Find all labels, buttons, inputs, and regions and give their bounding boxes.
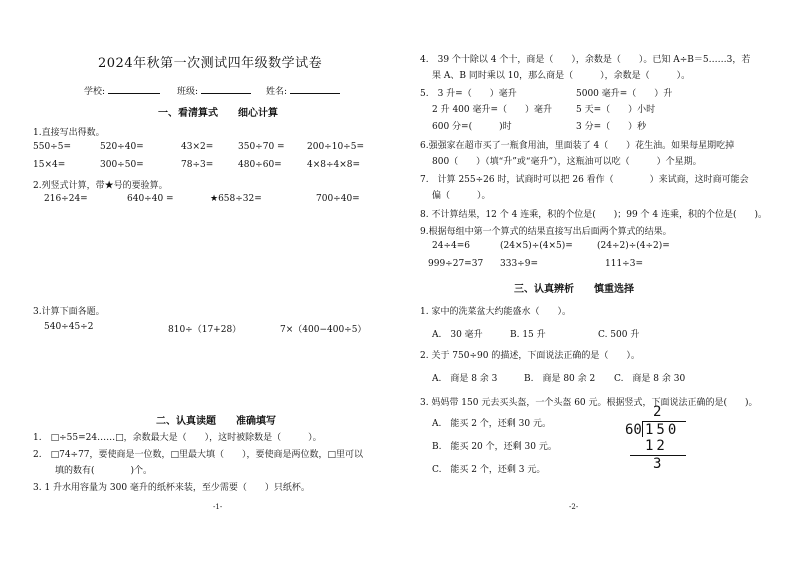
long-division-figure — [625, 406, 695, 472]
section-3-heading: 三、认真辨析 慎重选择 — [514, 284, 634, 295]
q3-item: 7×（400−400÷5） — [280, 325, 367, 335]
q2-item: 216÷24= — [44, 194, 88, 204]
fill-question-9: 9.根据每组中第一个算式的结果直接写出后面两个算式的结果。 — [420, 227, 672, 237]
fill-question-5-item: 2 升 400 毫升=（ ）毫升 — [432, 105, 553, 115]
fill-question-4: 4. 39 个十除以 4 个十，商是（ ），余数是（ ）。已知 A÷B＝5……3，若 — [420, 55, 751, 65]
name-blank[interactable] — [290, 85, 340, 94]
fill-question-2: 2. □74÷77，要使商是一位数，□里最大填（ ），要使商是两位数，□里可以 — [33, 450, 364, 460]
fill-question-5-item: 5000 毫升=（ ）升 — [576, 89, 673, 99]
q1-title: 1.直接写出得数。 — [33, 128, 105, 138]
name-field — [266, 84, 340, 97]
choice-option[interactable]: B. 15 升 — [510, 330, 546, 340]
choice-option[interactable]: A. 能买 2 个，还剩 30 元。 — [432, 419, 551, 429]
q2-item: 700÷40= — [316, 194, 360, 204]
q9-item: 111÷3= — [605, 259, 643, 269]
choice-question-3: 3. 妈妈带 150 元去买头盔，一个头盔 60 元。根据竖式，下面说法正确的是( )。 — [420, 398, 758, 408]
page-number: -2- — [569, 503, 579, 511]
exam-title: 2024年秋第一次测试四年级数学试卷 — [98, 56, 323, 71]
page-number: -1- — [213, 503, 223, 511]
q1-item: 520÷40= — [100, 142, 144, 152]
q9-item: 24÷4=6 — [432, 241, 470, 251]
q9-item: 333÷9= — [500, 259, 538, 269]
choice-question-2: 2. 关于 750÷90 的描述，下面说法正确的是（ ）。 — [420, 351, 640, 361]
section-2-heading: 二、认真读题 准确填写 — [156, 416, 276, 427]
choice-option[interactable]: C. 能买 2 个，还剩 3 元。 — [432, 465, 546, 475]
choice-option[interactable]: A. 商是 8 余 3 — [432, 374, 498, 384]
division-bracket — [642, 421, 643, 437]
q1-item: 550÷5= — [33, 142, 71, 152]
school-label: 学校: — [84, 87, 106, 97]
q1-item: 15×4= — [33, 160, 66, 170]
q9-item: (24×5)÷(4×5)= — [500, 241, 573, 251]
class-blank[interactable] — [201, 85, 251, 94]
q1-item: 350÷70 = — [238, 142, 285, 152]
division-product: 12 — [645, 438, 668, 454]
q3-item: 540÷45÷2 — [44, 322, 94, 332]
school-blank[interactable] — [108, 85, 160, 94]
name-label: 姓名: — [266, 87, 288, 97]
fill-question-5-item: 3 分=（ ）秒 — [576, 122, 647, 132]
q2-item: ★658÷32= — [210, 194, 262, 204]
division-quotient: 2 — [653, 404, 662, 420]
fill-question-5-item: 5 天=（ ）小时 — [576, 105, 656, 115]
school-field — [84, 84, 160, 97]
class-field — [177, 84, 251, 97]
q9-item: 999÷27=37 — [428, 259, 484, 269]
fill-question-4-cont: 果 A、B 同时乘以 10，那么商是（ ），余数是（ ）。 — [432, 71, 691, 81]
q2-item: 640÷40 = — [127, 194, 174, 204]
fill-question-1: 1. □÷55=24……□，余数最大是（ ），这时被除数是（ ）。 — [33, 433, 322, 443]
q2-title: 2.列竖式计算，带★号的要验算。 — [33, 181, 168, 191]
class-label: 班级: — [177, 87, 199, 97]
q1-item: 4×8÷4×8= — [307, 160, 361, 170]
fill-question-5-item: 600 分=( )时 — [432, 122, 512, 132]
q3-title: 3.计算下面各题。 — [33, 307, 105, 317]
fill-question-8: 8. 不计算结果，12 个 4 连乘，积的个位是( )；99 个 4 连乘，积的个位是( )。 — [420, 210, 768, 220]
q1-item: 480÷60= — [238, 160, 282, 170]
choice-option[interactable]: C. 500 升 — [598, 330, 640, 340]
fill-question-7: 7. 计算 255÷26 时，试商时可以把 26 看作（ ）来试商，这时商可能会 — [420, 175, 749, 185]
choice-option[interactable]: C. 商是 8 余 30 — [614, 374, 686, 384]
q1-item: 300÷50= — [100, 160, 144, 170]
q1-item: 200÷10÷5= — [307, 142, 364, 152]
choice-option[interactable]: B. 能买 20 个，还剩 30 元。 — [432, 442, 557, 452]
fill-question-6: 6.强强家在超市买了一瓶食用油，里面装了 4（ ）花生油。如果每星期吃掉 — [420, 141, 735, 151]
fill-question-3: 3. 1 升水用容量为 300 毫升的纸杯来装，至少需要（ ）只纸杯。 — [33, 483, 310, 493]
choice-option[interactable]: B. 商是 80 余 2 — [524, 374, 596, 384]
q1-item: 43×2= — [181, 142, 214, 152]
fill-question-7-cont: 偏（ ）。 — [432, 191, 491, 201]
q9-item: (24÷2)÷(4÷2)= — [597, 241, 670, 251]
division-remainder: 3 — [653, 456, 662, 472]
fill-question-5: 5. 3 升=（ ）毫升 — [420, 89, 517, 99]
q3-item: 810÷（17+28） — [168, 325, 242, 335]
choice-question-1: 1. 家中的洗菜盆大约能盛水（ ）。 — [420, 307, 571, 317]
division-divisor: 60 — [625, 422, 642, 438]
fill-question-2-cont: 填的数有( )个。 — [55, 466, 153, 476]
division-dividend: 150 — [645, 422, 680, 438]
fill-question-6-cont: 800（ ）（填“升”或“毫升”），这瓶油可以吃（ ）个星期。 — [432, 157, 702, 167]
section-1-heading: 一、看清算式 细心计算 — [158, 108, 278, 119]
choice-option[interactable]: A. 30 毫升 — [432, 330, 483, 340]
q1-item: 78÷3= — [181, 160, 214, 170]
